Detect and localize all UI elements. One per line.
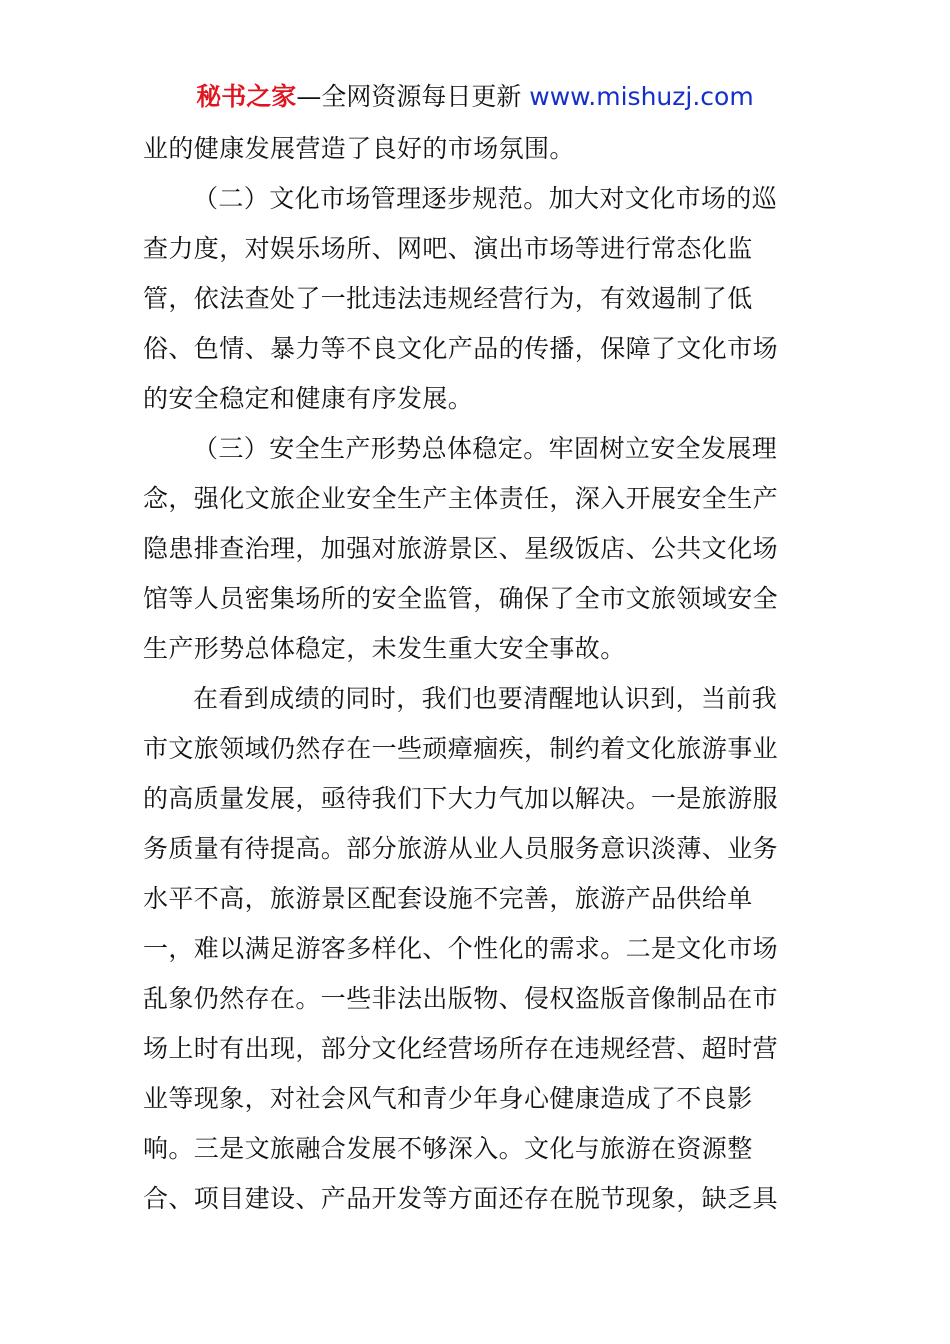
text-line: 管，依法查处了一批违法违规经营行为，有效遏制了低 (143, 284, 753, 313)
site-url[interactable]: www.mishuzj.com (529, 82, 754, 111)
text-line: 水平不高，旅游景区配套设施不完善，旅游产品供给单 (143, 884, 753, 913)
paragraph-first-line: 在看到成绩的同时，我们也要清醒地认识到，当前我 (193, 684, 778, 713)
text-line: 务质量有待提高。部分旅游从业人员服务意识淡薄、业务 (143, 834, 779, 863)
text-line: 市文旅领域仍然存在一些顽瘴痼疾，制约着文化旅游事业 (143, 734, 779, 763)
text-line: 合、项目建设、产品开发等方面还存在脱节现象，缺乏具 (143, 1184, 779, 1213)
text-line: 念，强化文旅企业安全生产主体责任，深入开展安全生产 (143, 484, 779, 513)
text-line: 俗、色情、暴力等不良文化产品的传播，保障了文化市场 (143, 334, 779, 363)
text-line: 响。三是文旅融合发展不够深入。文化与旅游在资源整 (143, 1134, 753, 1163)
text-line: 的安全稳定和健康有序发展。 (143, 384, 474, 413)
text-line: 场上时有出现，部分文化经营场所存在违规经营、超时营 (143, 1034, 779, 1063)
site-brand: 秘书之家 (196, 82, 297, 111)
text-line: 馆等人员密集场所的安全监管，确保了全市文旅领域安全 (143, 584, 779, 613)
text-line: 业的健康发展营造了良好的市场氛围。 (143, 134, 575, 163)
paragraph-first-line: （三）安全生产形势总体稳定。牢固树立安全发展理 (193, 434, 778, 463)
text-line: 乱象仍然存在。一些非法出版物、侵权盗版音像制品在市 (143, 984, 779, 1013)
text-line: 业等现象，对社会风气和青少年身心健康造成了不良影 (143, 1084, 753, 1113)
site-tagline: —全网资源每日更新 (296, 82, 530, 111)
paragraph-first-line: （二）文化市场管理逐步规范。加大对文化市场的巡 (193, 184, 778, 213)
document-body (143, 124, 809, 1224)
text-line: 查力度，对娱乐场所、网吧、演出市场等进行常态化监 (143, 234, 753, 263)
site-header (0, 80, 950, 114)
text-line: 隐患排查治理，加强对旅游景区、星级饭店、公共文化场 (143, 534, 779, 563)
text-line: 的高质量发展，亟待我们下大力气加以解决。一是旅游服 (143, 784, 779, 813)
text-line: 生产形势总体稳定，未发生重大安全事故。 (143, 634, 626, 663)
text-line: 一，难以满足游客多样化、个性化的需求。二是文化市场 (143, 934, 779, 963)
